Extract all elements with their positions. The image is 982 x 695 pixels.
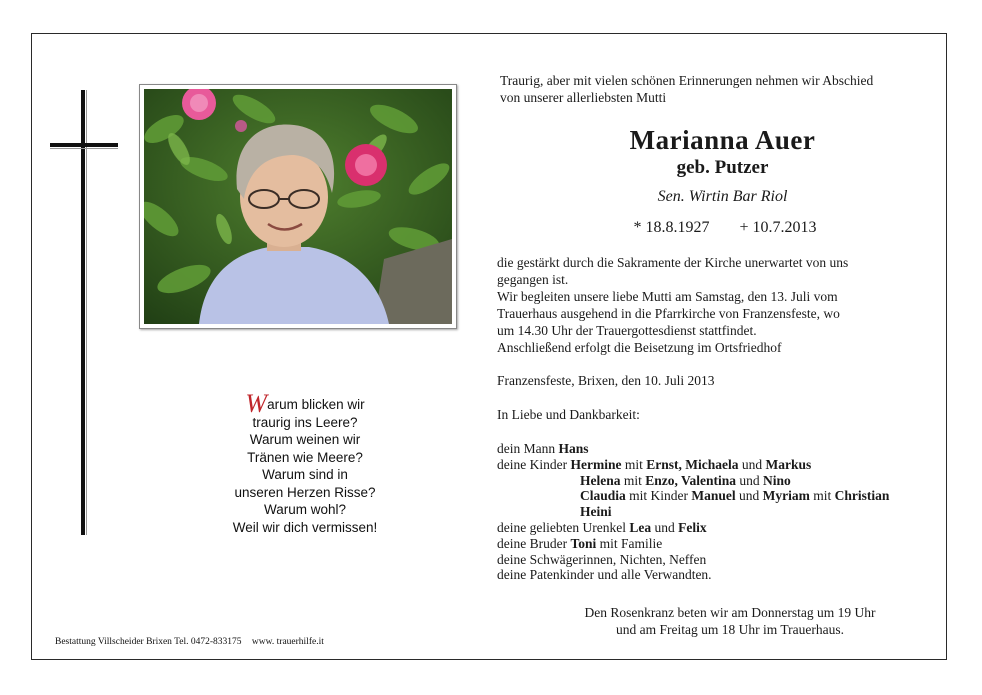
memorial-poem [200,389,410,536]
relative-name: Heini [580,504,612,520]
portrait-photo-frame [139,84,457,329]
relative-text: mit [809,488,835,504]
relative-name: Ernst, Michaela [646,456,739,472]
deceased-name: Marianna Auer [629,125,816,155]
poem-line: Warum blicken wir [245,389,365,418]
poem-dropcap: W [245,389,268,418]
relative-label: deine Kinder [497,456,571,472]
poem-line: Tränen wie Meere? [247,449,363,465]
relative-label: deine Schwägerinnen, Nichten, Neffen [497,551,707,567]
relative-row [497,567,811,583]
relative-row [497,504,811,520]
intro-line: von unserer allerliebsten Mutti [500,90,667,105]
life-dates [560,219,890,237]
relative-row [497,441,811,457]
relative-name: Enzo, Valentina [645,472,737,488]
relative-name: Manuel [691,488,736,504]
relative-text: mit Familie [596,535,663,551]
relative-name: Claudia [580,488,626,504]
relative-name: Christian [834,488,890,504]
relative-text: und [736,472,764,488]
deceased-occupation: Sen. Wirtin Bar Riol [657,188,788,205]
relative-text: mit Kinder [625,488,692,504]
birth-date: * 18.8.1927 [633,219,710,236]
poem-line: unseren Herzen Risse? [234,484,376,500]
closing-line: In Liebe und Dankbarkeit: [497,407,640,422]
relative-text: mit [621,456,647,472]
relative-row [497,473,811,489]
poem-line: Warum weinen wir [249,432,361,447]
relative-label: deine Patenkinder und alle Verwandten. [497,567,712,583]
announcement-line: Trauerhaus ausgehend in die Pfarrkirche von Franzensfeste, wo [497,306,840,321]
relative-name: Markus [765,456,812,472]
relative-name: Myriam [762,488,810,504]
relative-label: deine Bruder [497,535,571,551]
death-date: + 10.7.2013 [739,219,817,236]
relative-name: Helena [580,472,621,488]
cross-icon [81,90,85,535]
rosary-line: und am Freitag um 18 Uhr im Trauerhaus. [616,622,844,637]
announcement-line: Anschließend erfolgt die Beisetzung im Ortsfriedhof [497,340,782,355]
relative-label: deine geliebten Urenkel [497,519,630,535]
relative-name: Hans [558,441,589,456]
relative-name: Hermine [570,456,622,472]
relative-row [497,488,890,504]
rosary-line: Den Rosenkranz beten wir am Donnerstag um 19 Uhr [584,605,876,620]
announcement-line: gegangen ist. [497,272,569,287]
announcement-line: Wir begleiten unsere liebe Mutti am Samstag, den 13. Juli vom [497,289,838,304]
relative-row [497,552,811,568]
undertaker-footer [55,637,324,647]
undertaker-website[interactable]: www. trauerhilfe.it [251,637,324,647]
poem-line: Weil wir dich vermissen! [232,519,378,535]
relative-row [497,536,811,552]
relative-name: Toni [570,535,597,551]
undertaker-company: Bestattung Villscheider Brixen Tel. 0472-833175 [55,637,242,647]
relative-name: Nino [763,472,791,488]
relative-row [497,520,811,536]
relative-name: Lea [629,519,652,535]
poem-line: traurig ins Leere? [252,414,358,430]
portrait-photo [144,89,452,324]
poem-line: Warum sind in [262,467,348,482]
relative-text: und [651,519,679,535]
relative-text: mit [620,472,646,488]
relative-text: und [735,488,763,504]
announcement-line: die gestärkt durch die Sakramente der Kirche unerwartet von uns [497,255,849,270]
intro-line: Traurig, aber mit vielen schönen Erinnerungen nehmen wir Abschied [500,73,874,88]
cross-icon-bar [50,143,118,147]
relatives-list [497,441,890,583]
place-date: Franzensfeste, Brixen, den 10. Juli 2013 [497,373,715,388]
relative-name: Felix [678,519,707,535]
announcement-line: um 14.30 Uhr der Trauergottesdienst stattfindet. [497,323,757,338]
relative-text: und [738,456,766,472]
relative-label: dein Mann [497,441,559,456]
relative-row [497,457,811,473]
poem-line: Warum wohl? [263,502,347,517]
deceased-born-name: geb. Putzer [676,157,769,178]
